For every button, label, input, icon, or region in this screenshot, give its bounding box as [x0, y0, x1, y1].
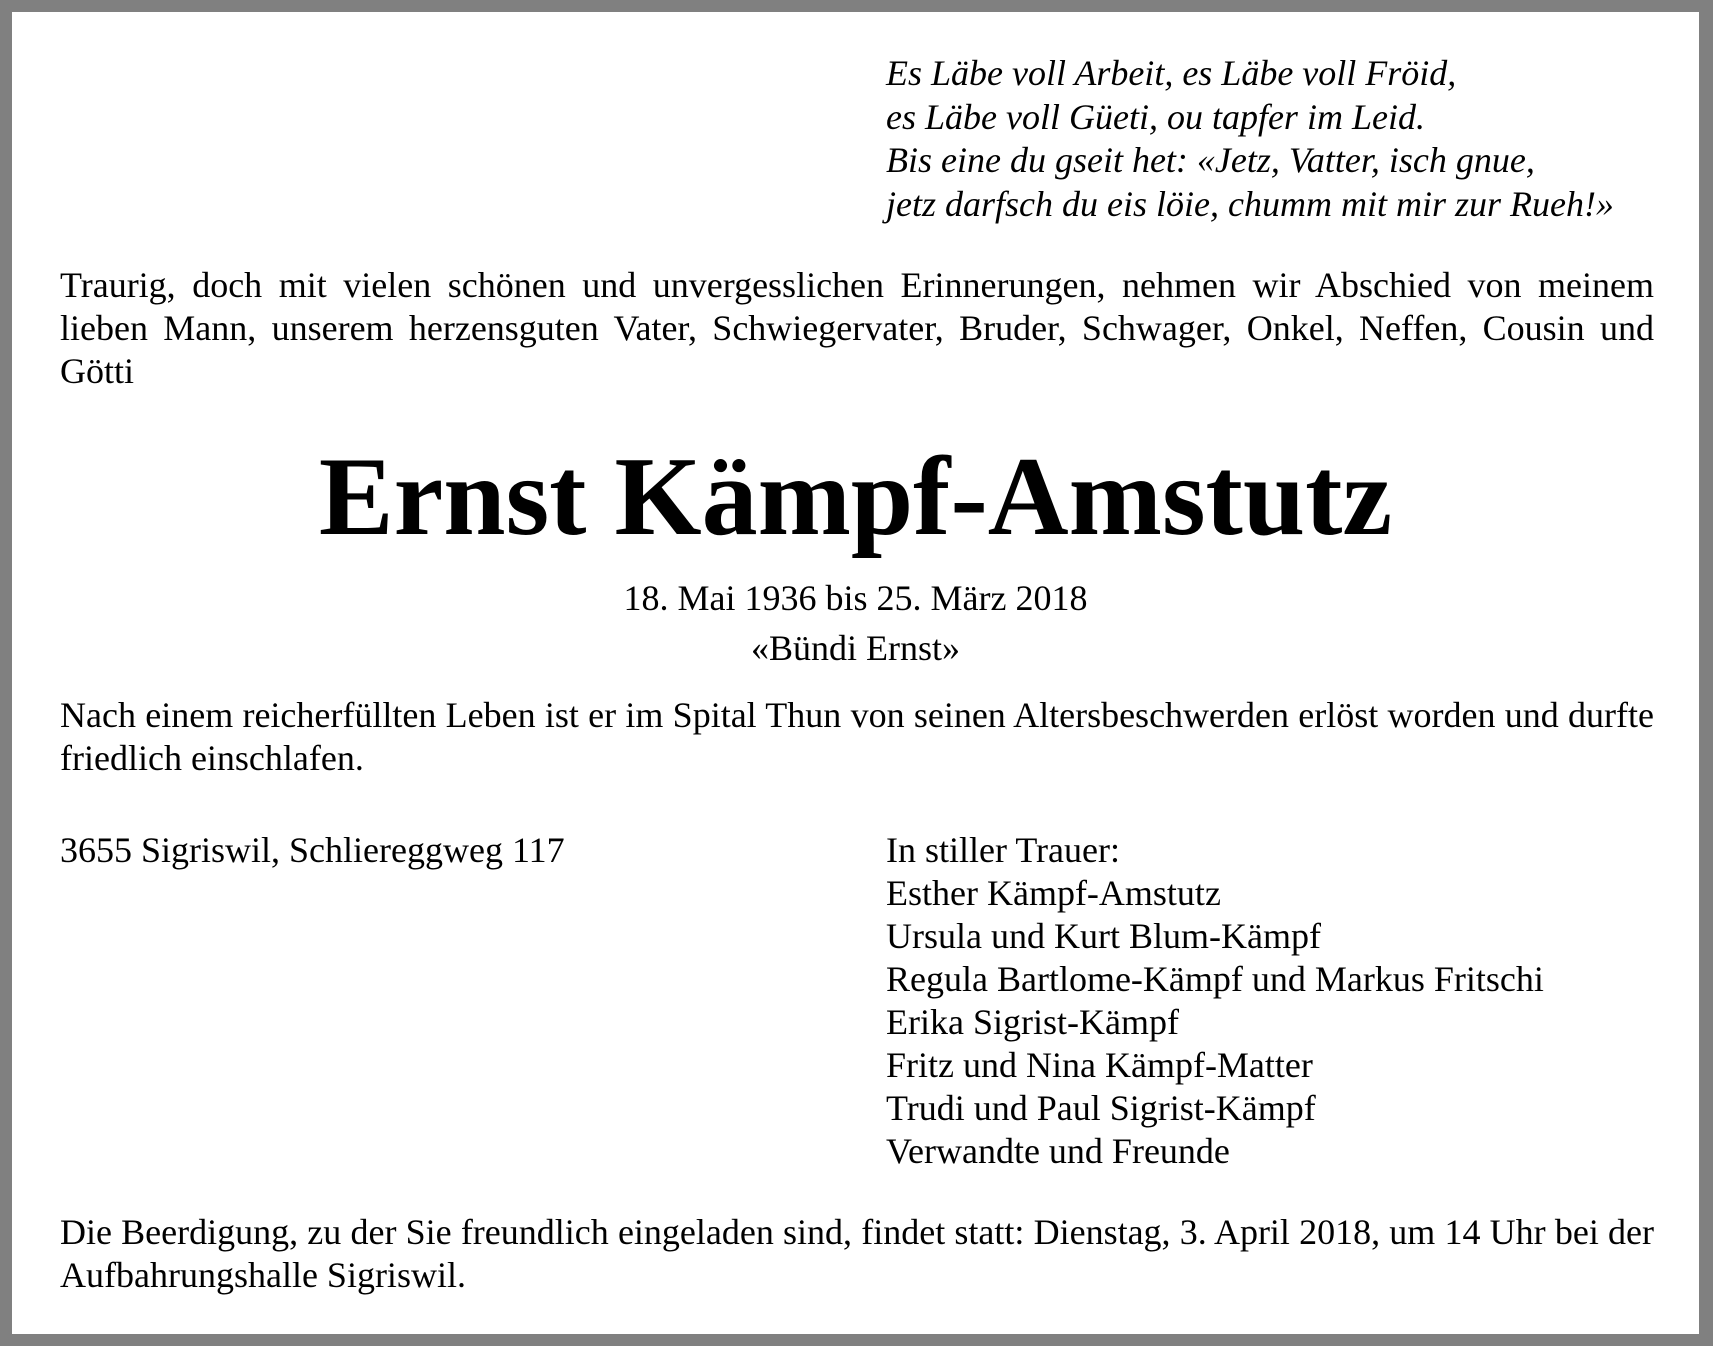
poem-line: Es Läbe voll Arbeit, es Läbe voll Fröid,: [886, 53, 1457, 93]
mourner-name: Esther Kämpf-Amstutz: [886, 873, 1221, 913]
funeral-paragraph: Die Beerdigung, zu der Sie freundlich eingeladen sind, findet statt: Dienstag, 3. April 2018, um 14 Uhr bei der Aufbahrungshalle Sigriswil.: [60, 1212, 1654, 1295]
mourner-name: Verwandte und Freunde: [886, 1131, 1230, 1171]
poem: [886, 52, 1614, 226]
mourners-heading: In stiller Trauer:: [886, 830, 1120, 870]
mourner-name: Regula Bartlome-Kämpf und Markus Fritschi: [886, 959, 1544, 999]
obituary-page: [12, 12, 1699, 1334]
deceased-name: Ernst Kämpf-Amstutz: [318, 435, 1393, 559]
poem-line: jetz darfsch du eis löie, chumm mit mir zur Rueh!»: [886, 183, 1614, 224]
life-paragraph: Nach einem reicherfüllten Leben ist er im Spital Thun von seinen Altersbeschwerden erlöst worden und durfte friedlich einschlafen.: [60, 695, 1654, 778]
mourner-name: Erika Sigrist-Kämpf: [886, 1002, 1179, 1042]
nickname: «Bündi Ernst»: [750, 628, 960, 668]
mourner-name: Ursula und Kurt Blum-Kämpf: [886, 916, 1321, 956]
poem-line: Bis eine du gseit het: «Jetz, Vatter, isch gnue,: [886, 140, 1535, 180]
poem-line: es Läbe voll Güeti, ou tapfer im Leid.: [886, 96, 1425, 137]
mourner-name: Trudi und Paul Sigrist-Kämpf: [886, 1088, 1316, 1128]
mourner-name: Fritz und Nina Kämpf-Matter: [886, 1045, 1313, 1085]
mourners-list: [886, 829, 1544, 1173]
life-dates: 18. Mai 1936 bis 25. März 2018: [623, 578, 1088, 618]
address: 3655 Sigriswil, Schliereggweg 117: [60, 830, 565, 870]
intro-paragraph: Traurig, doch mit vielen schönen und unvergesslichen Erinnerungen, nehmen wir Abschied von meinem lieben Mann, unserem herzensguten Vater, Schwiegervater, Bruder, Schwager, Onkel, Neffen, Cousin und Götti: [60, 265, 1654, 391]
